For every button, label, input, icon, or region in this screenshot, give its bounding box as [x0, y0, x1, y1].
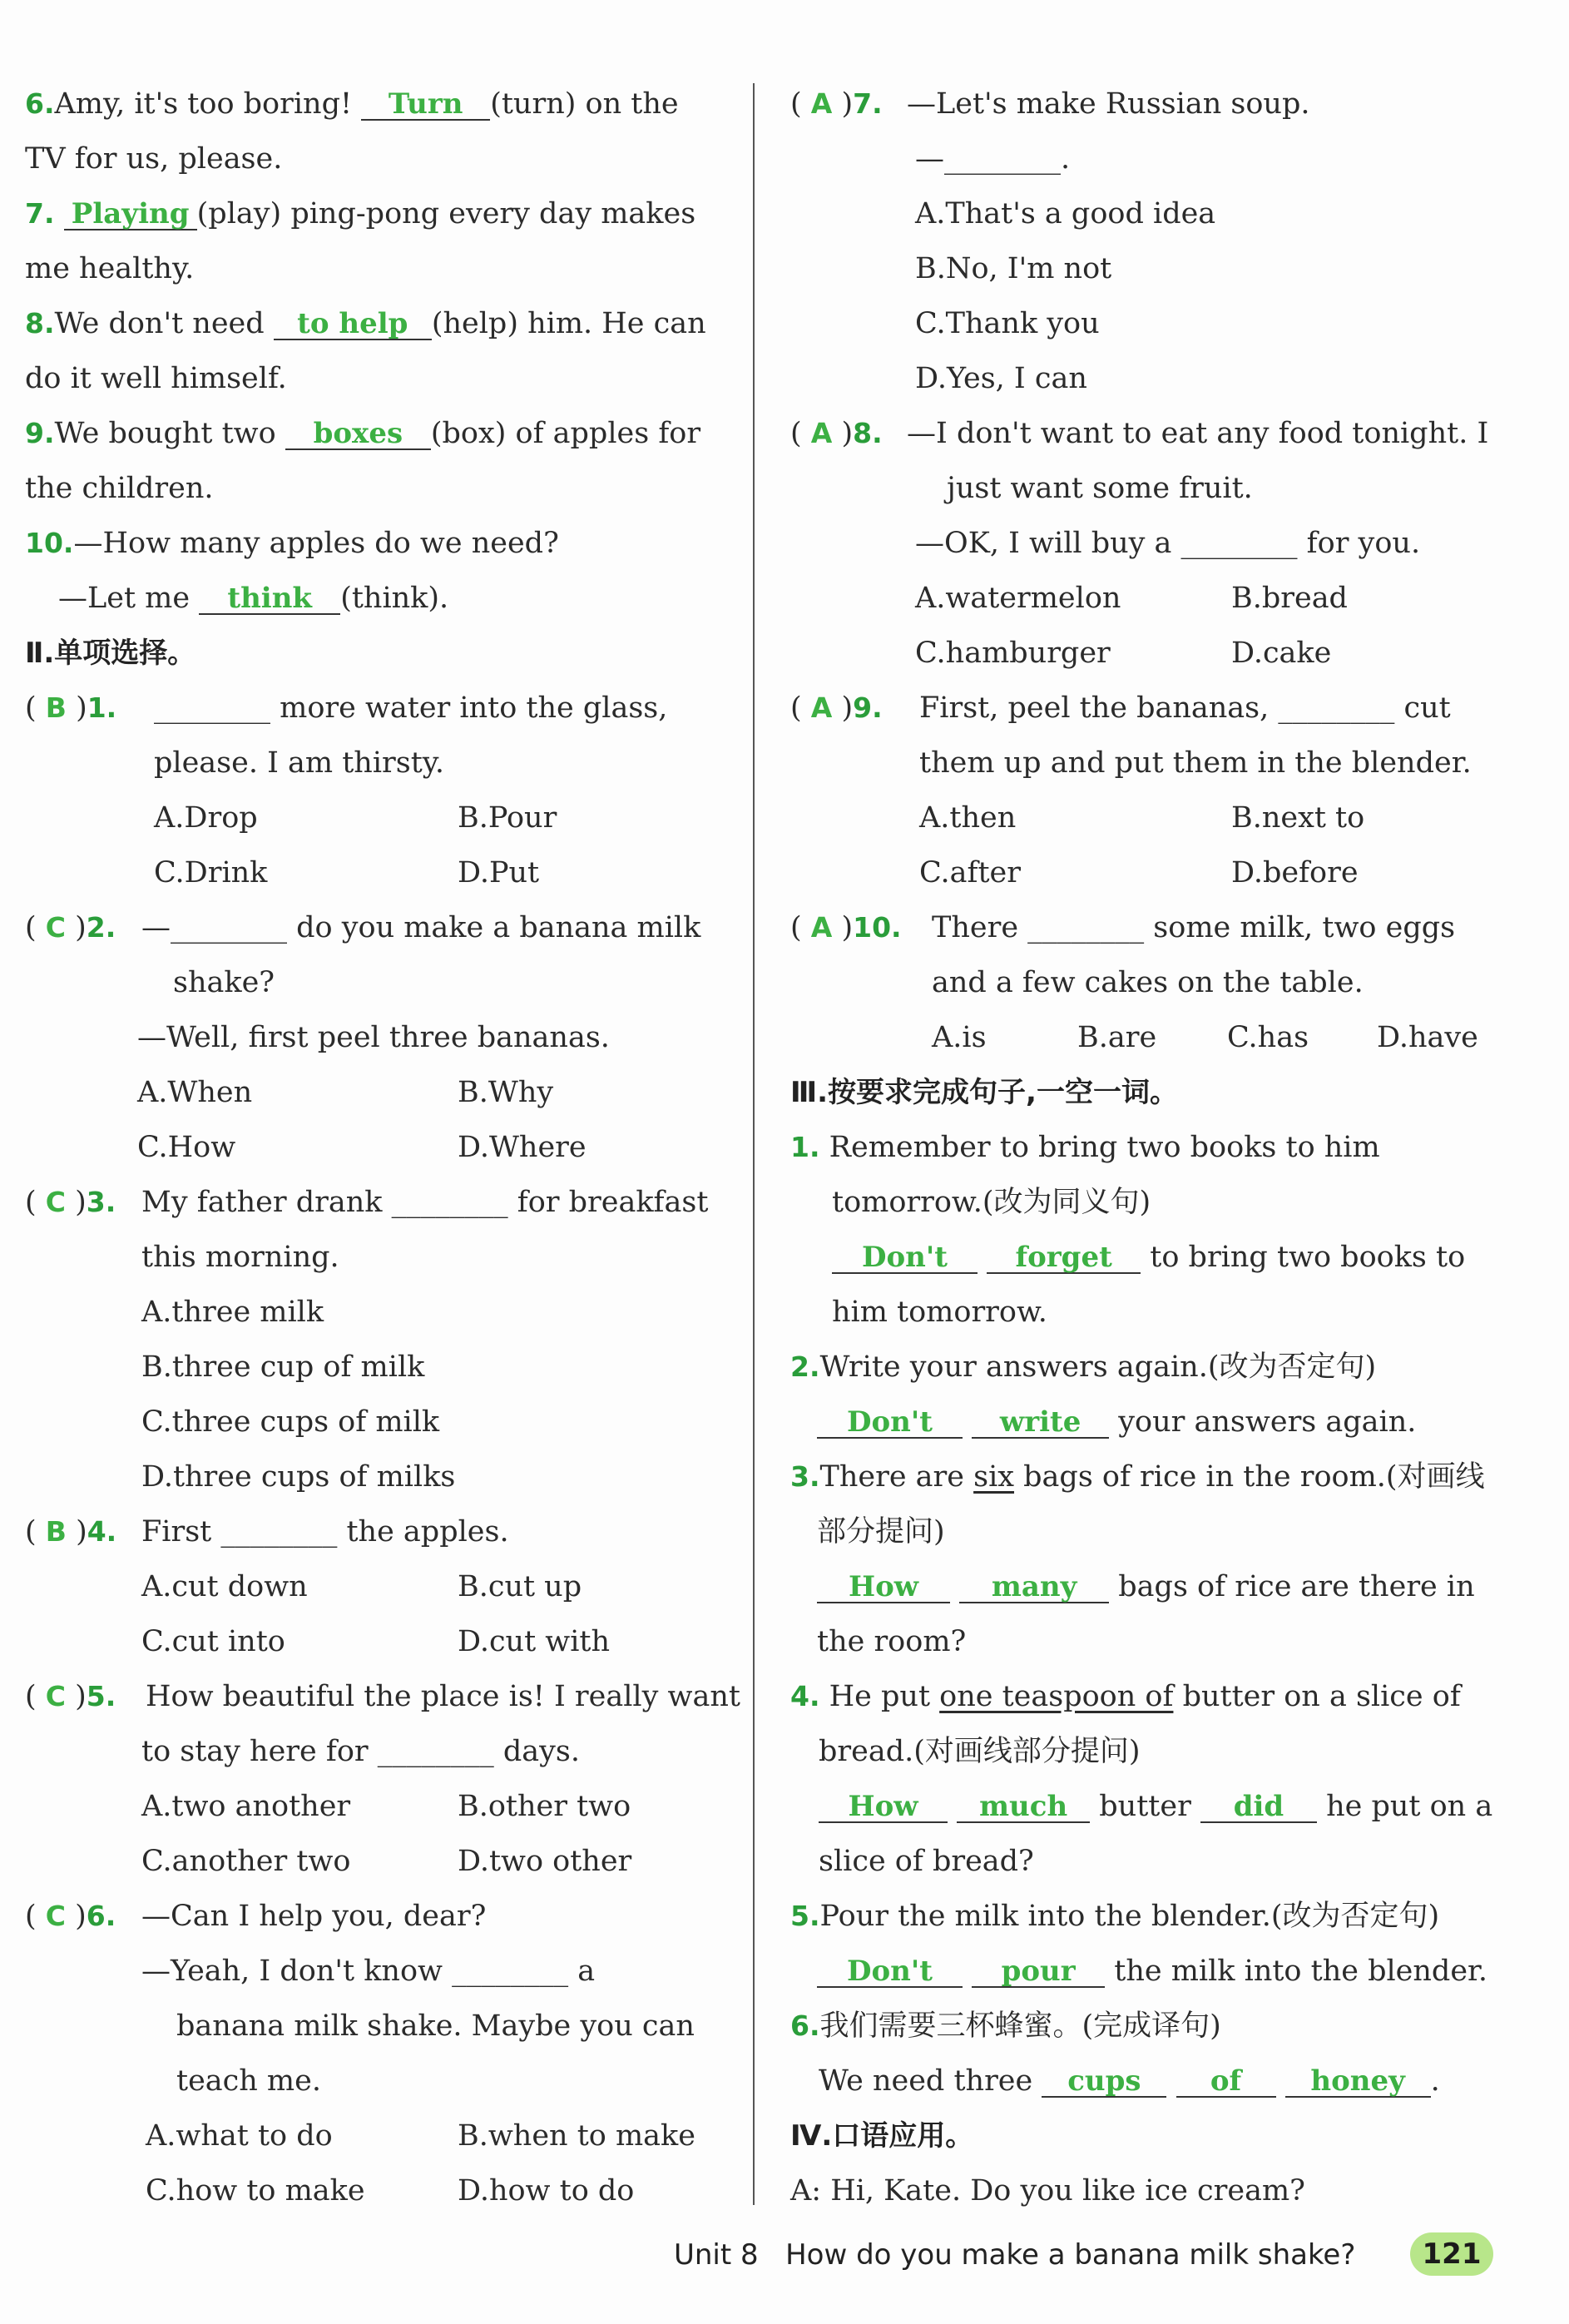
- question-number: 3.: [86, 1186, 116, 1218]
- rewrite-2: [790, 1349, 1376, 1385]
- question-text: Remember to bring two books to him: [829, 1131, 1380, 1164]
- question-text: teach me.: [176, 2064, 321, 2098]
- question-number: 9.: [25, 417, 55, 449]
- option-d: D.Put: [458, 856, 540, 889]
- answer-choice: A: [810, 911, 833, 944]
- question-number: 4.: [790, 1680, 820, 1712]
- question-number: 8.: [25, 307, 55, 339]
- question-number: 1.: [87, 691, 117, 724]
- question-text: (think).: [340, 582, 449, 615]
- option-b: B.are: [1077, 1021, 1157, 1054]
- option-b: B.No, I'm not: [915, 252, 1112, 285]
- rewrite-1-answer: [832, 1239, 1465, 1276]
- answer-text: Don't: [847, 1405, 933, 1439]
- page-number-badge: 121: [1410, 2232, 1493, 2276]
- question-text: We bought two: [54, 417, 276, 450]
- question-text: butter on a slice of: [1173, 1680, 1461, 1713]
- rewrite-3: [790, 1459, 1485, 1495]
- option-a: A.Drop: [154, 801, 258, 835]
- question-number: 4.: [87, 1515, 117, 1548]
- question-text: (play) ping-pong every day makes: [196, 197, 696, 230]
- question-text-continued: TV for us, please.: [25, 142, 283, 176]
- question-text: bags of rice in the room.(对画线: [1014, 1460, 1485, 1494]
- answer-text: cups: [1067, 2064, 1141, 2098]
- answer-text: of: [1210, 2064, 1242, 2098]
- fill-in-8: [25, 305, 706, 342]
- question-text: butter: [1099, 1790, 1191, 1823]
- question-text: First, peel the bananas, ________ cut: [919, 691, 1451, 725]
- question-text: the milk into the blender.: [1114, 1955, 1488, 1988]
- answer-text: much: [979, 1790, 1068, 1823]
- unit-label: Unit 8: [674, 2238, 759, 2272]
- question-text: (help) him. He can: [431, 307, 706, 340]
- fill-in-7: [25, 196, 695, 232]
- answer-text: Don't: [847, 1955, 933, 1988]
- rewrite-2-answer: [817, 1404, 1416, 1440]
- question-text: this morning.: [141, 1241, 339, 1274]
- answer-choice: C: [45, 1900, 66, 1932]
- question-text: tomorrow.(改为同义句): [832, 1186, 1151, 1219]
- answer-choice: A: [810, 87, 833, 120]
- answer-blank: [972, 1404, 1109, 1439]
- underlined-text: six: [973, 1460, 1015, 1494]
- answer-text: forget: [1015, 1241, 1112, 1274]
- question-text: shake?: [173, 966, 275, 999]
- section-title: Ⅲ.按要求完成句子,一空一词。: [790, 1076, 1178, 1109]
- dialog-line: A: Hi, Kate. Do you like ice cream?: [790, 2174, 1305, 2208]
- section-title: Ⅱ.单项选择。: [25, 637, 196, 670]
- option-d: D.two other: [458, 1845, 632, 1878]
- answer-text: Playing: [71, 197, 190, 230]
- option-a: A.two another: [141, 1790, 351, 1823]
- page-footer: [674, 2238, 1355, 2272]
- answer-text: How: [848, 1790, 918, 1823]
- answer-blank: [972, 1953, 1105, 1988]
- mc-question-3: ( C )3.: [25, 1186, 116, 1219]
- fill-in-10-reply: [58, 580, 448, 617]
- answer-blank: [959, 1568, 1109, 1603]
- question-text: There ________ some milk, two eggs: [932, 911, 1456, 944]
- question-number: 2.: [86, 911, 116, 944]
- column-divider: [753, 83, 755, 2205]
- question-number: 7.: [853, 87, 883, 120]
- question-text: (turn) on the: [490, 87, 679, 121]
- question-text: Pour the milk into the blender.(改为否定句): [819, 1900, 1440, 1933]
- answer-text: How: [848, 1570, 919, 1603]
- question-text-continued: me healthy.: [25, 252, 195, 285]
- question-text: Write your answers again.(改为否定句): [819, 1350, 1377, 1384]
- question-text: please. I am thirsty.: [154, 746, 445, 780]
- option-d: D.three cups of milks: [141, 1460, 456, 1494]
- option-a: A.When: [137, 1076, 253, 1109]
- question-number: 6.: [25, 87, 55, 120]
- option-b: B.cut up: [458, 1570, 582, 1603]
- question-text: —________ do you make a banana milk: [141, 911, 701, 944]
- mc-question-7: ( A )7.: [790, 87, 883, 121]
- underlined-text: one teaspoon of: [939, 1680, 1174, 1713]
- option-d: D.Yes, I can: [915, 362, 1087, 395]
- answer-text: to help: [297, 307, 408, 340]
- question-number: 9.: [853, 691, 883, 724]
- rewrite-6: [790, 2008, 1221, 2044]
- option-c: C.Thank you: [915, 307, 1100, 340]
- answer-blank: [819, 1788, 948, 1823]
- answer-choice: A: [810, 691, 833, 724]
- option-d: D.cake: [1231, 637, 1332, 670]
- question-text: him tomorrow.: [832, 1296, 1047, 1329]
- answer-text: boxes: [313, 417, 403, 450]
- answer-choice: C: [45, 911, 66, 944]
- option-d: D.have: [1377, 1021, 1478, 1054]
- option-a: A.That's a good idea: [915, 197, 1216, 230]
- option-b: B.other two: [458, 1790, 631, 1823]
- question-number: 8.: [853, 417, 883, 449]
- answer-blank: [1176, 2063, 1276, 2098]
- answer-blank: [957, 1788, 1090, 1823]
- option-c: C.How: [137, 1131, 236, 1164]
- answer-choice: B: [45, 691, 67, 724]
- option-d: D.Where: [458, 1131, 587, 1164]
- mc-question-4: ( B )4.: [25, 1515, 117, 1549]
- question-text: How beautiful the place is! I really want: [146, 1680, 740, 1713]
- answer-blank: [832, 1239, 978, 1274]
- fill-in-9: [25, 415, 700, 452]
- answer-blank: [361, 86, 490, 121]
- option-b: B.three cup of milk: [141, 1350, 425, 1384]
- answer-blank: [987, 1239, 1141, 1274]
- answer-blank: [285, 415, 431, 450]
- mc-question-10: ( A )10.: [790, 911, 902, 944]
- question-number: 5.: [790, 1900, 820, 1932]
- option-b: B.Why: [458, 1076, 554, 1109]
- question-text: There are: [819, 1460, 974, 1494]
- question-text: —________.: [915, 142, 1071, 176]
- option-c: C.hamburger: [915, 637, 1111, 670]
- answer-text: honey: [1310, 2064, 1405, 2098]
- option-c: C.how to make: [146, 2174, 365, 2208]
- rewrite-5-answer: [817, 1953, 1487, 1990]
- mc-question-1: ( B )1.: [25, 691, 117, 725]
- rewrite-5: [790, 1898, 1439, 1935]
- option-d: D.before: [1231, 856, 1359, 889]
- unit-title: How do you make a banana milk shake?: [785, 2238, 1356, 2272]
- option-a: A.what to do: [146, 2119, 333, 2153]
- question-text: We don't need: [54, 307, 265, 340]
- question-text: First ________ the apples.: [141, 1515, 509, 1549]
- answer-text: write: [999, 1405, 1081, 1439]
- option-c: C.Drink: [154, 856, 268, 889]
- option-d: D.how to do: [458, 2174, 635, 2208]
- question-text: —Can I help you, dear?: [141, 1900, 487, 1933]
- answer-choice: A: [810, 417, 833, 449]
- mc-question-2: ( C )2.: [25, 911, 116, 944]
- answer-text: think: [227, 582, 312, 615]
- question-text: your answers again.: [1118, 1405, 1417, 1439]
- rewrite-1: [790, 1129, 1380, 1166]
- question-number: 5.: [86, 1680, 116, 1712]
- section-title: Ⅳ.口语应用。: [790, 2119, 974, 2153]
- option-c: C.has: [1227, 1021, 1309, 1054]
- question-text: bread.(对画线部分提问): [819, 1735, 1141, 1768]
- question-number: 7.: [25, 197, 55, 230]
- question-text: —Well, first peel three bananas.: [137, 1021, 610, 1054]
- rewrite-6-answer: [819, 2063, 1440, 2099]
- mc-question-9: ( A )9.: [790, 691, 883, 725]
- question-text: .: [1430, 2064, 1440, 2098]
- question-text: and a few cakes on the table.: [932, 966, 1364, 999]
- option-c: C.cut into: [141, 1625, 285, 1658]
- option-c: C.another two: [141, 1845, 351, 1878]
- question-text: he put on a: [1326, 1790, 1493, 1823]
- question-text: —How many apples do we need?: [73, 527, 559, 560]
- option-a: A.then: [919, 801, 1017, 835]
- question-text: banana milk shake. Maybe you can: [176, 2009, 695, 2043]
- question-text: to bring two books to: [1150, 1241, 1466, 1274]
- question-text: We need three: [819, 2064, 1033, 2098]
- mc-question-8: ( A )8.: [790, 417, 883, 450]
- answer-blank: [1042, 2063, 1166, 2098]
- question-text: slice of bread?: [819, 1845, 1034, 1878]
- question-text: —OK, I will buy a ________ for you.: [915, 527, 1421, 560]
- answer-blank: [1200, 1788, 1317, 1823]
- fill-in-6: [25, 86, 679, 122]
- question-number: 2.: [790, 1350, 820, 1383]
- question-text: 部分提问): [817, 1515, 945, 1549]
- answer-blank: [199, 580, 340, 615]
- answer-choice: C: [45, 1186, 66, 1218]
- option-d: D.cut with: [458, 1625, 611, 1658]
- question-text: 我们需要三杯蜂蜜。(完成译句): [819, 2009, 1221, 2043]
- question-number: 6.: [790, 2009, 820, 2042]
- question-text-continued: do it well himself.: [25, 362, 287, 395]
- option-b: B.bread: [1231, 582, 1348, 615]
- mc-question-6: ( C )6.: [25, 1900, 116, 1933]
- answer-choice: B: [45, 1515, 67, 1548]
- rewrite-4: [790, 1678, 1461, 1715]
- fill-in-10: [25, 525, 559, 562]
- answer-text: Turn: [388, 87, 463, 121]
- option-b: B.when to make: [458, 2119, 695, 2153]
- question-text: bags of rice are there in: [1118, 1570, 1475, 1603]
- question-text-continued: the children.: [25, 472, 214, 505]
- answer-text: Don't: [862, 1241, 948, 1274]
- question-text: to stay here for ________ days.: [141, 1735, 581, 1768]
- question-number: 10.: [25, 527, 74, 559]
- question-number: 1.: [790, 1131, 820, 1163]
- question-text: just want some fruit.: [947, 472, 1253, 505]
- answer-blank: [817, 1953, 963, 1988]
- answer-choice: C: [45, 1680, 66, 1712]
- option-c: C.after: [919, 856, 1021, 889]
- question-text: —Let's make Russian soup.: [907, 87, 1310, 121]
- option-a: A.three milk: [141, 1296, 324, 1329]
- mc-question-5: ( C )5.: [25, 1680, 116, 1713]
- question-text: He put: [829, 1680, 940, 1713]
- rewrite-3-answer: [817, 1568, 1475, 1605]
- question-text: the room?: [817, 1625, 967, 1658]
- question-text: My father drank ________ for breakfast: [141, 1186, 709, 1219]
- option-b: B.Pour: [458, 801, 557, 835]
- option-b: B.next to: [1231, 801, 1365, 835]
- answer-blank: [817, 1404, 963, 1439]
- question-number: 6.: [86, 1900, 116, 1932]
- question-text: them up and put them in the blender.: [919, 746, 1472, 780]
- option-a: A.cut down: [141, 1570, 308, 1603]
- question-number: 10.: [853, 911, 902, 944]
- question-text: —Let me: [58, 582, 191, 615]
- answer-text: did: [1233, 1790, 1284, 1823]
- option-a: A.watermelon: [915, 582, 1121, 615]
- answer-blank: [64, 196, 197, 230]
- question-text: —Yeah, I don't know ________ a: [141, 1955, 596, 1988]
- rewrite-4-answer: [819, 1788, 1492, 1825]
- answer-blank: [1285, 2063, 1431, 2098]
- answer-blank: [817, 1568, 950, 1603]
- option-a: A.is: [932, 1021, 987, 1054]
- question-text: ________ more water into the glass,: [154, 691, 668, 725]
- answer-text: pour: [1001, 1955, 1076, 1988]
- option-c: C.three cups of milk: [141, 1405, 440, 1439]
- answer-text: many: [991, 1570, 1077, 1603]
- question-text: (box) of apples for: [430, 417, 701, 450]
- answer-blank: [274, 305, 432, 340]
- question-number: 3.: [790, 1460, 820, 1493]
- question-text: —I don't want to eat any food tonight. I: [907, 417, 1489, 450]
- question-text: Amy, it's too boring!: [54, 87, 353, 121]
